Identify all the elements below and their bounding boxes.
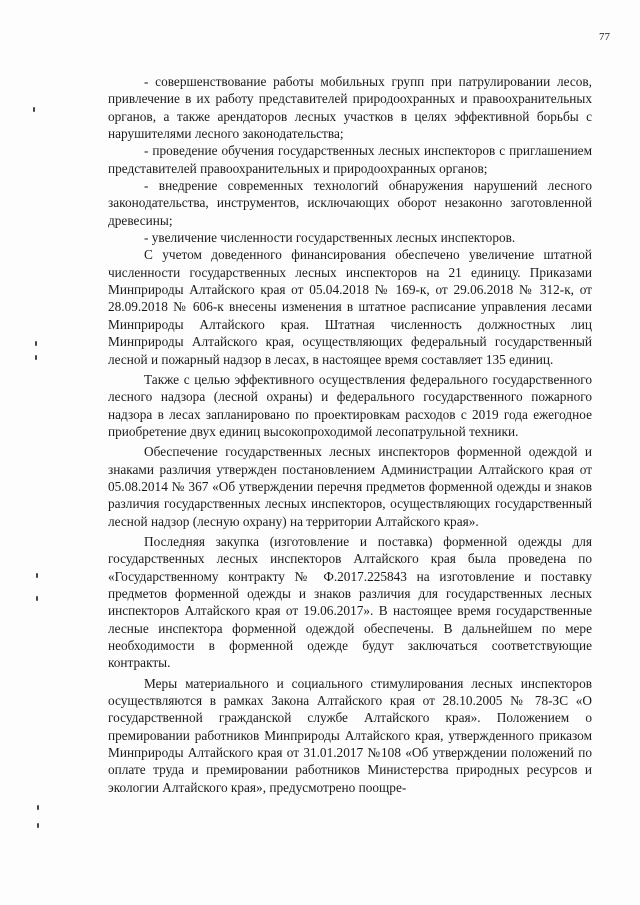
scan-mark — [35, 355, 37, 360]
paragraph: - совершенствование работы мобильных групп при патрулировании лесов, привлечение в их работу представителей природоохранных и правоохранительных органов, а также арендаторов лесных участков в целях эффективной борьбы с нарушителями лесного законодательства; — [108, 74, 592, 142]
scan-mark — [37, 805, 39, 810]
scan-mark — [37, 823, 39, 828]
paragraph: Последняя закупка (изготовление и поставка) форменной одежды для государственных лесных инспекторов Алтайского края была проведена по «Государственному контракту № Ф.2017.225843 на изготовление и поставку предметов форменной одежды и знаков различия для государственных лесных инспекторов Алтайского края от 19.06.2017». В настоящее время государственные лесные инспектора форменной одеждой обеспечены. В дальнейшем по мере необходимости в форменной одежде будут заключаться соответствующие контракты. — [108, 533, 592, 671]
paragraph: С учетом доведенного финансирования обеспечено увеличение штатной численности государственных лесных инспекторов на 21 единицу. Приказами Минприроды Алтайского края от 05.04.2018 № 169-к, от 29.06.2018 № 312-к, от 28.09.2018 № 606-к внесены изменения в штатное расписание управления лесами Минприроды Алтайского края. Штатная численность должностных лиц Минприроды Алтайского края, осуществляющих федеральный государственный лесной и пожарный надзор в лесах, в настоящее время составляет 135 единиц. — [108, 247, 592, 367]
paragraph: Обеспечение государственных лесных инспекторов форменной одеждой и знаками различия утвержден постановлением Администрации Алтайского края от 05.08.2014 № 367 «Об утверждении перечня предметов форменной одежды и знаков различия государственных лесных инспекторов, осуществляющих государственный лесной надзор (лесную охрану) на территории Алтайского края». — [108, 444, 592, 529]
paragraph: - проведение обучения государственных лесных инспекторов с приглашением представителей правоохранительных и природоохранных органов; — [108, 143, 592, 176]
paragraph: Меры материального и социального стимулирования лесных инспекторов осуществляются в рамках Закона Алтайского края от 28.10.2005 № 78-ЗС «О государственной гражданской службе Алтайского края». Положением о премировании работников Минприроды Алтайского края, утвержденного приказом Минприроды Алтайского края от 31.01.2017 №108 «Об утверждении положений по оплате труда и премировании работников Министерства природных ресурсов и экологии Алтайского края», предусмотрено поощре- — [108, 675, 592, 795]
scan-mark — [36, 573, 38, 578]
paragraph: - внедрение современных технологий обнаружения нарушений лесного законодательства, инструментов, исключающих оборот незаконно заготовленной древесины; — [108, 178, 592, 228]
scan-mark — [35, 341, 37, 346]
scan-mark — [33, 107, 35, 112]
scan-mark — [36, 596, 38, 601]
page-number: 77 — [599, 31, 610, 43]
body-text — [108, 73, 592, 796]
paragraph: Также с целью эффективного осуществления федерального государственного лесного надзора (лесной охраны) и федерального государственного пожарного надзора в лесах запланировано по проектировкам расходов с 2019 года ежегодное приобретение двух единиц высокопроходимой лесопатрульной техники. — [108, 371, 592, 439]
paragraph: - увеличение численности государственных лесных инспекторов. — [144, 230, 516, 246]
